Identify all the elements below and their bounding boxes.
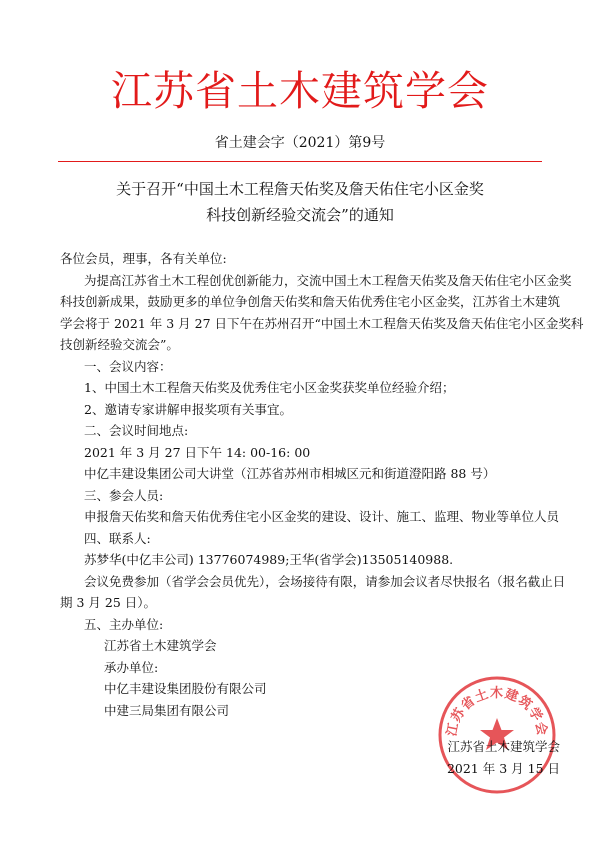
host-organization: 江苏省土木建筑学会 <box>104 638 217 653</box>
registration-note-line-1: 会议免费参加（省学会会员优先），会场接待有限，请参加会议者尽快报名（报名截止日 <box>84 573 566 589</box>
notice-title-line-2: 科技创新经验交流会”的通知 <box>206 206 394 224</box>
co-organizer-1: 中亿丰建设集团股份有限公司 <box>104 681 267 696</box>
co-organizer-2: 中建三局集团有限公司 <box>104 702 230 718</box>
section-1-item-2: 2、邀请专家讲解申报奖项有关事宜。 <box>84 401 292 417</box>
meeting-time: 2021 年 3 月 27 日下午 14: 00-16: 00 <box>84 444 311 460</box>
red-divider <box>58 161 542 162</box>
section-1-item-1: 1、中国土木工程詹天佑奖及优秀住宅小区金奖获奖单位经验介绍； <box>84 380 455 395</box>
attendees-text: 申报詹天佑奖和詹天佑优秀住宅小区金奖的建设、设计、施工、监理、物业等单位人员 <box>84 509 560 524</box>
signature-organization: 江苏省土木建筑学会 <box>447 739 560 754</box>
section-5-heading: 五、主办单位: <box>84 616 164 632</box>
seal-text: 江苏省土木建筑学会 <box>444 686 550 738</box>
section-1-heading: 一、会议内容： <box>84 358 172 374</box>
signature-date: 2021 年 3 月 15 日 <box>446 761 560 776</box>
section-2-heading: 二、会议时间地点: <box>84 423 189 438</box>
intro-line-3: 学会将于 2021 年 3 月 27 日下午在苏州召开“中国土木工程詹天佑奖及詹天佑住宅小区金奖科 <box>60 315 584 331</box>
notice-title-line-1: 关于召开“中国土木工程詹天佑奖及詹天佑住宅小区金奖 <box>116 180 484 198</box>
intro-line-4: 技创新经验交流会”。 <box>60 337 179 352</box>
section-4-heading: 四、联系人: <box>84 530 151 546</box>
document-number: 省土建会字（2021）第9号 <box>214 135 386 151</box>
intro-line-2: 科技创新成果，鼓励更多的单位争创詹天佑奖和詹天佑优秀住宅小区金奖，江苏省土木建筑 <box>60 294 561 309</box>
meeting-place: 中亿丰建设集团公司大讲堂（江苏省苏州市相城区元和街道澄阳路 88 号） <box>84 466 496 481</box>
notice-body <box>60 248 584 721</box>
notice-title <box>0 176 600 228</box>
organization-title: 江苏省土木建筑学会 <box>111 67 489 115</box>
salutation: 各位会员，理事，各有关单位: <box>60 251 227 266</box>
section-3-heading: 三、参会人员: <box>84 487 164 503</box>
registration-note-line-2: 期 3 月 25 日）。 <box>60 595 157 610</box>
intro-line-1: 为提高江苏省土木工程创优创新能力，交流中国土木工程詹天佑奖及詹天佑住宅小区金奖 <box>84 272 572 288</box>
contact-persons: 苏梦华(中亿丰公司) 13776074989;王华(省学会)13505140988. <box>84 552 454 567</box>
co-organizer-heading: 承办单位: <box>104 659 159 675</box>
